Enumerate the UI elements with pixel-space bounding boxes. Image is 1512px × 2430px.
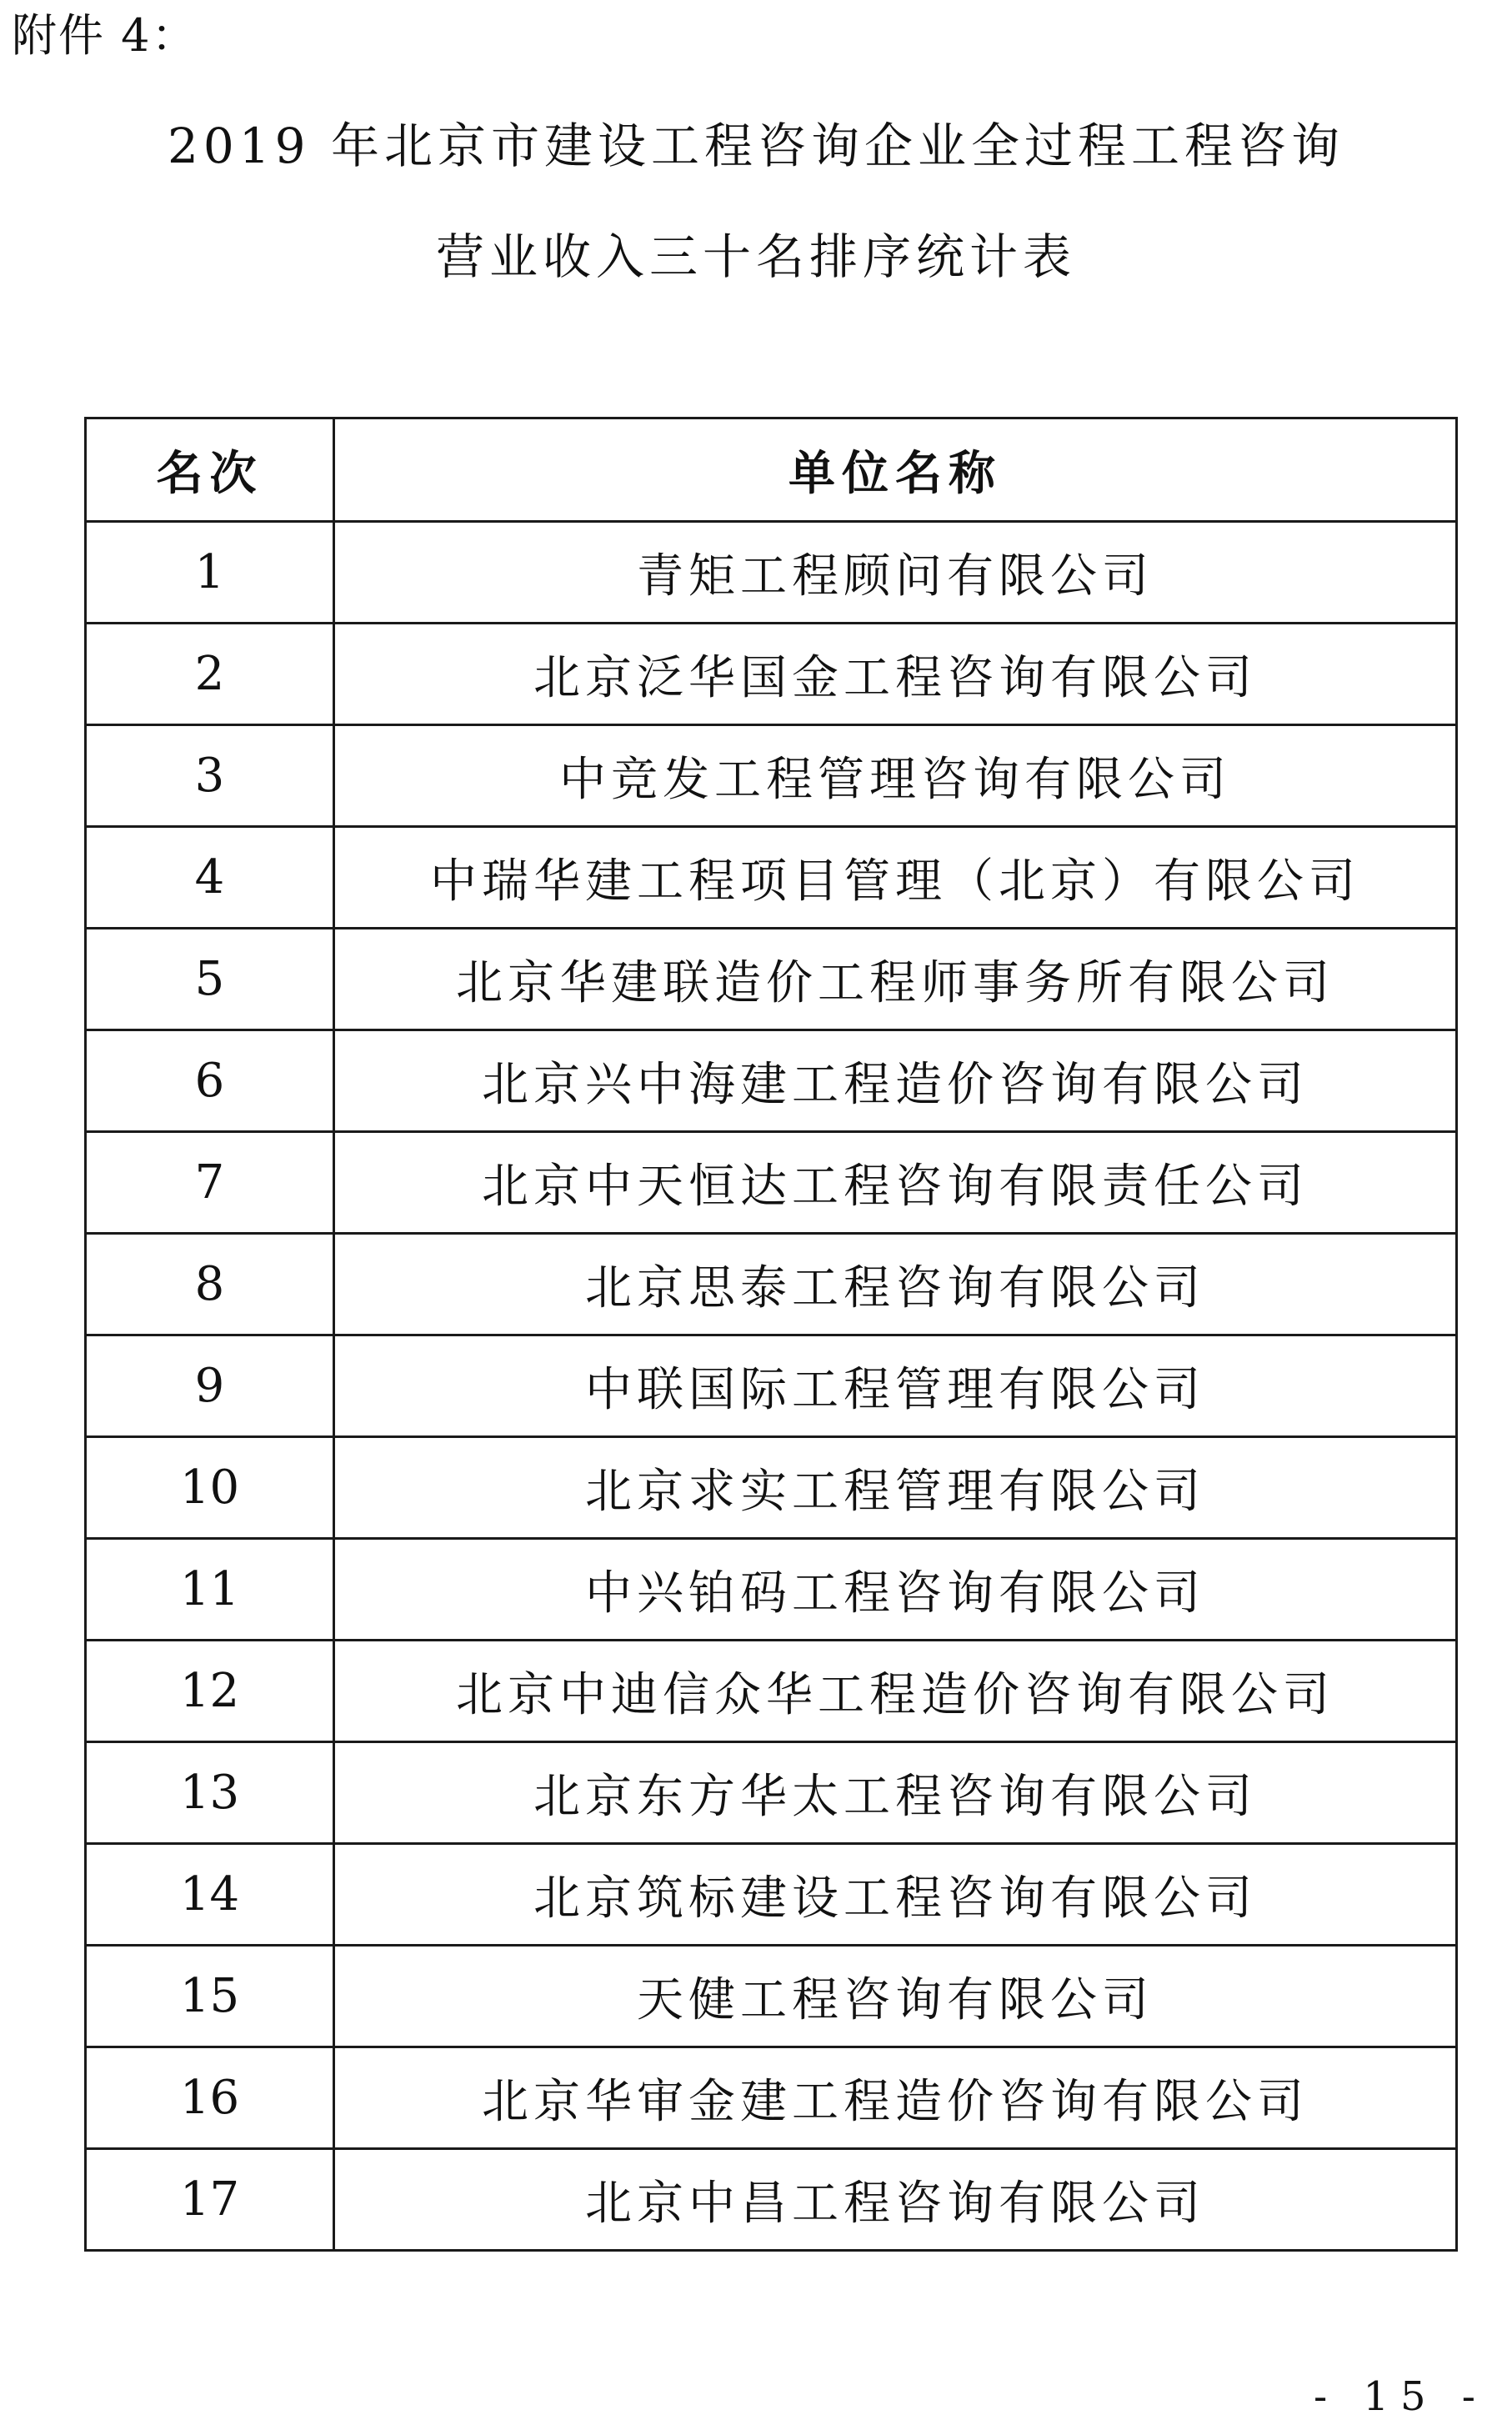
table-row — [86, 929, 1457, 1030]
page-number: - 15 - — [1313, 2373, 1487, 2420]
rank-cell: 4 — [86, 827, 334, 929]
table-header-row — [86, 418, 1457, 522]
company-name-cell: 中竞发工程管理咨询有限公司 — [334, 725, 1457, 827]
table-row — [86, 2047, 1457, 2149]
table-row — [86, 1742, 1457, 1844]
company-name-cell: 北京中迪信众华工程造价咨询有限公司 — [334, 1641, 1457, 1742]
company-name-cell: 北京兴中海建工程造价咨询有限公司 — [334, 1030, 1457, 1132]
table-row — [86, 1844, 1457, 1946]
document-title-line-2: 营业收入三十名排序统计表 — [435, 228, 1076, 285]
company-name-cell: 青矩工程顾问有限公司 — [334, 522, 1457, 624]
table-row — [86, 1132, 1457, 1234]
rank-cell: 6 — [86, 1030, 334, 1132]
table-row — [86, 1437, 1457, 1539]
ranking-table — [84, 417, 1458, 2252]
company-name-cell: 北京泛华国金工程咨询有限公司 — [334, 624, 1457, 725]
table-row — [86, 1030, 1457, 1132]
rank-cell: 5 — [86, 929, 334, 1030]
rank-cell: 12 — [86, 1641, 334, 1742]
table-row — [86, 2149, 1457, 2251]
rank-cell: 11 — [86, 1539, 334, 1641]
table-row — [86, 1946, 1457, 2047]
rank-cell: 3 — [86, 725, 334, 827]
company-name-cell: 北京中天恒达工程咨询有限责任公司 — [334, 1132, 1457, 1234]
rank-cell: 13 — [86, 1742, 334, 1844]
company-name-cell: 北京华建联造价工程师事务所有限公司 — [334, 929, 1457, 1030]
rank-cell: 15 — [86, 1946, 334, 2047]
company-name-cell: 中兴铂码工程咨询有限公司 — [334, 1539, 1457, 1641]
header-company-name: 单位名称 — [334, 418, 1457, 522]
company-name-cell: 北京华审金建工程造价咨询有限公司 — [334, 2047, 1457, 2149]
table-row — [86, 1539, 1457, 1641]
table-row — [86, 624, 1457, 725]
company-name-cell: 北京求实工程管理有限公司 — [334, 1437, 1457, 1539]
rank-cell: 1 — [86, 522, 334, 624]
table-row — [86, 1641, 1457, 1742]
table-row — [86, 522, 1457, 624]
table-row — [86, 827, 1457, 929]
company-name-cell: 北京筑标建设工程咨询有限公司 — [334, 1844, 1457, 1946]
document-title-line-1: 2019 年北京市建设工程咨询企业全过程工程咨询 — [167, 118, 1345, 174]
rank-cell: 16 — [86, 2047, 334, 2149]
company-name-cell: 北京思泰工程咨询有限公司 — [334, 1234, 1457, 1335]
table-row — [86, 1335, 1457, 1437]
rank-cell: 14 — [86, 1844, 334, 1946]
company-name-cell: 中瑞华建工程项目管理（北京）有限公司 — [334, 827, 1457, 929]
table-row — [86, 1234, 1457, 1335]
company-name-cell: 中联国际工程管理有限公司 — [334, 1335, 1457, 1437]
rank-cell: 17 — [86, 2149, 334, 2251]
company-name-cell: 天健工程咨询有限公司 — [334, 1946, 1457, 2047]
rank-cell: 2 — [86, 624, 334, 725]
rank-cell: 8 — [86, 1234, 334, 1335]
company-name-cell: 北京东方华太工程咨询有限公司 — [334, 1742, 1457, 1844]
rank-cell: 7 — [86, 1132, 334, 1234]
table-row — [86, 725, 1457, 827]
rank-cell: 10 — [86, 1437, 334, 1539]
company-name-cell: 北京中昌工程咨询有限公司 — [334, 2149, 1457, 2251]
header-rank: 名次 — [86, 418, 334, 522]
attachment-label: 附件 4： — [12, 9, 198, 62]
rank-cell: 9 — [86, 1335, 334, 1437]
